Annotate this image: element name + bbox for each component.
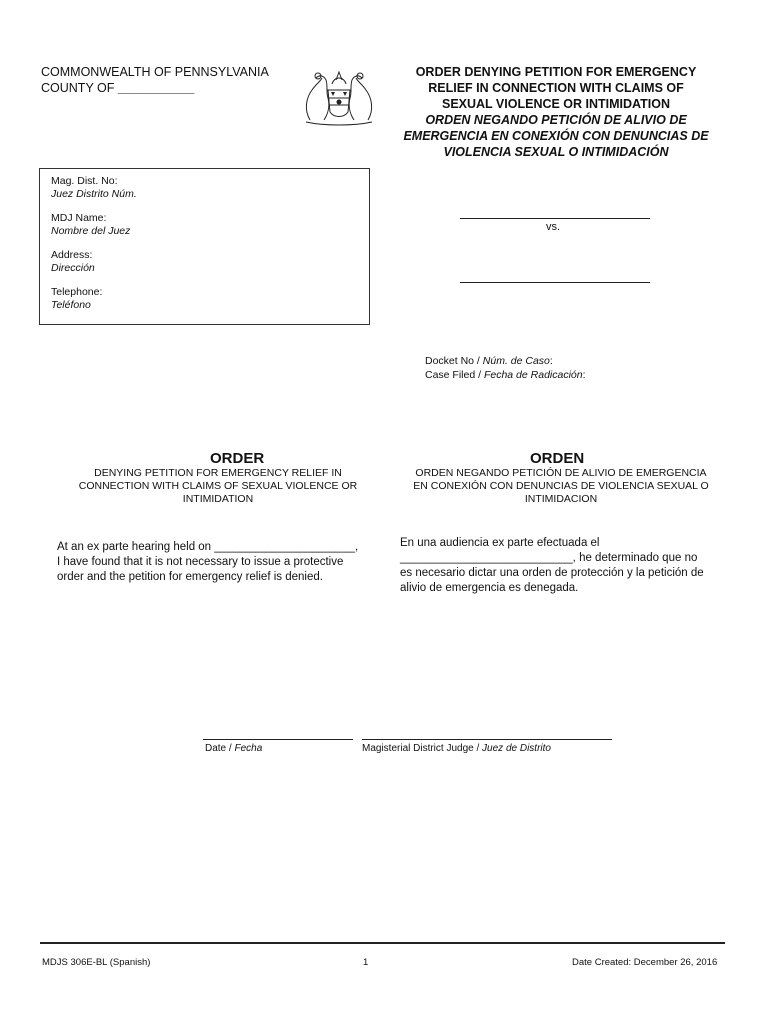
- county-blank: ___________: [117, 81, 195, 95]
- order-text-en-line3: order and the petition for emergency relief is denied.: [57, 571, 323, 583]
- title-es-line1: ORDEN NEGANDO PETICIÓN DE ALIVIO DE: [425, 113, 687, 127]
- order-subtitle-en-line3: INTIMIDATION: [182, 493, 254, 505]
- order-subtitle-es-line1: ORDEN NEGANDO PETICIÓN DE ALIVIO DE EMERGENCIA: [415, 467, 707, 479]
- county-line: [41, 80, 269, 96]
- date-label: [205, 743, 262, 754]
- mdj-name-field[interactable]: [51, 212, 358, 238]
- mdj-name-label: MDJ Name:: [51, 212, 107, 224]
- order-heading-en: ORDER: [210, 450, 265, 467]
- order-subtitle-es-line3: INTIMIDACION: [524, 493, 598, 505]
- order-subtitle-en: [60, 467, 376, 506]
- address-label-es: Dirección: [51, 262, 95, 274]
- mag-dist-label-es: Juez Distrito Núm.: [51, 188, 137, 200]
- date-label-en: Date /: [205, 743, 235, 754]
- case-filed-label: Case Filed /: [425, 368, 484, 381]
- order-text-en-line1[interactable]: At an ex parte hearing held on ______________________,: [57, 541, 359, 553]
- docket-label-es: Núm. de Caso: [482, 355, 550, 367]
- order-text-en-line2: I have found that it is not necessary to issue a protective: [57, 556, 344, 568]
- defendant-name-field[interactable]: [460, 282, 650, 283]
- address-field[interactable]: [51, 249, 358, 275]
- versus-label: vs.: [546, 221, 561, 233]
- order-heading-es: ORDEN: [530, 450, 585, 467]
- telephone-label-es: Teléfono: [51, 299, 91, 311]
- judge-label-en: Magisterial District Judge /: [362, 743, 483, 754]
- order-text-es-line4: alivio de emergencia es denegada.: [400, 582, 579, 594]
- order-text-es-line1: En una audiencia ex parte efectuada el: [400, 537, 600, 549]
- judge-signature-field[interactable]: [362, 739, 612, 740]
- telephone-field[interactable]: [51, 286, 358, 312]
- docket-label: Docket No /: [425, 355, 483, 367]
- title-en-line2: RELIEF IN CONNECTION WITH CLAIMS OF: [428, 81, 684, 95]
- order-text-en: [57, 540, 387, 585]
- order-text-es-line2[interactable]: ___________________________, he determinado que no: [400, 552, 698, 564]
- date-label-es: Fecha: [234, 743, 263, 754]
- plaintiff-name-field[interactable]: [460, 218, 650, 219]
- judge-label: [362, 743, 551, 754]
- title-en-line3: SEXUAL VIOLENCE OR INTIMIDATION: [441, 97, 671, 111]
- footer-divider: [40, 942, 725, 944]
- title-es-line3: VIOLENCIA SEXUAL O INTIMIDACIÓN: [443, 145, 669, 159]
- mag-dist-field[interactable]: [51, 175, 358, 201]
- county-label: COUNTY OF: [41, 81, 115, 95]
- jurisdiction-header: [41, 64, 269, 96]
- order-text-es: [400, 536, 730, 596]
- title-es-line2: EMERGENCIA EN CONEXIÓN CON DENUNCIAS DE: [403, 129, 709, 143]
- address-label: Address:: [51, 249, 93, 261]
- order-text-es-line3: es necesario dictar una orden de protección y la petición de: [400, 567, 704, 579]
- mag-dist-label: Mag. Dist. No:: [51, 175, 118, 187]
- docket-number-field[interactable]: Docket No / Núm. de Caso:: [425, 355, 553, 367]
- case-filed-label-es: Fecha de Radicación: [483, 368, 583, 381]
- page-number: 1: [363, 957, 369, 968]
- case-filed-field[interactable]: Case Filed / Fecha de Radicación:: [425, 368, 586, 381]
- commonwealth-label: COMMONWEALTH OF PENNSYLVANIA: [41, 65, 269, 79]
- order-subtitle-es-line2: EN CONEXIÓN CON DENUNCIAS DE VIOLENCIA SEXUAL O: [413, 480, 709, 492]
- document-title: [392, 64, 720, 160]
- docket-info: [425, 355, 586, 382]
- mdj-name-label-es: Nombre del Juez: [51, 225, 131, 237]
- telephone-label: Telephone:: [51, 286, 103, 298]
- form-id: MDJS 306E-BL (Spanish): [42, 957, 151, 968]
- date-created: Date Created: December 26, 2016: [572, 957, 718, 968]
- judge-label-es: Juez de Distrito: [482, 743, 551, 754]
- court-info-box: [39, 168, 370, 325]
- order-subtitle-en-line1: DENYING PETITION FOR EMERGENCY RELIEF IN: [94, 467, 342, 479]
- order-subtitle-en-line2: CONNECTION WITH CLAIMS OF SEXUAL VIOLENCE OR: [78, 480, 358, 492]
- date-signature-field[interactable]: [203, 739, 353, 740]
- pennsylvania-seal-icon: [298, 68, 380, 126]
- order-subtitle-es: [398, 467, 724, 506]
- title-en-line1: ORDER DENYING PETITION FOR EMERGENCY: [415, 65, 697, 79]
